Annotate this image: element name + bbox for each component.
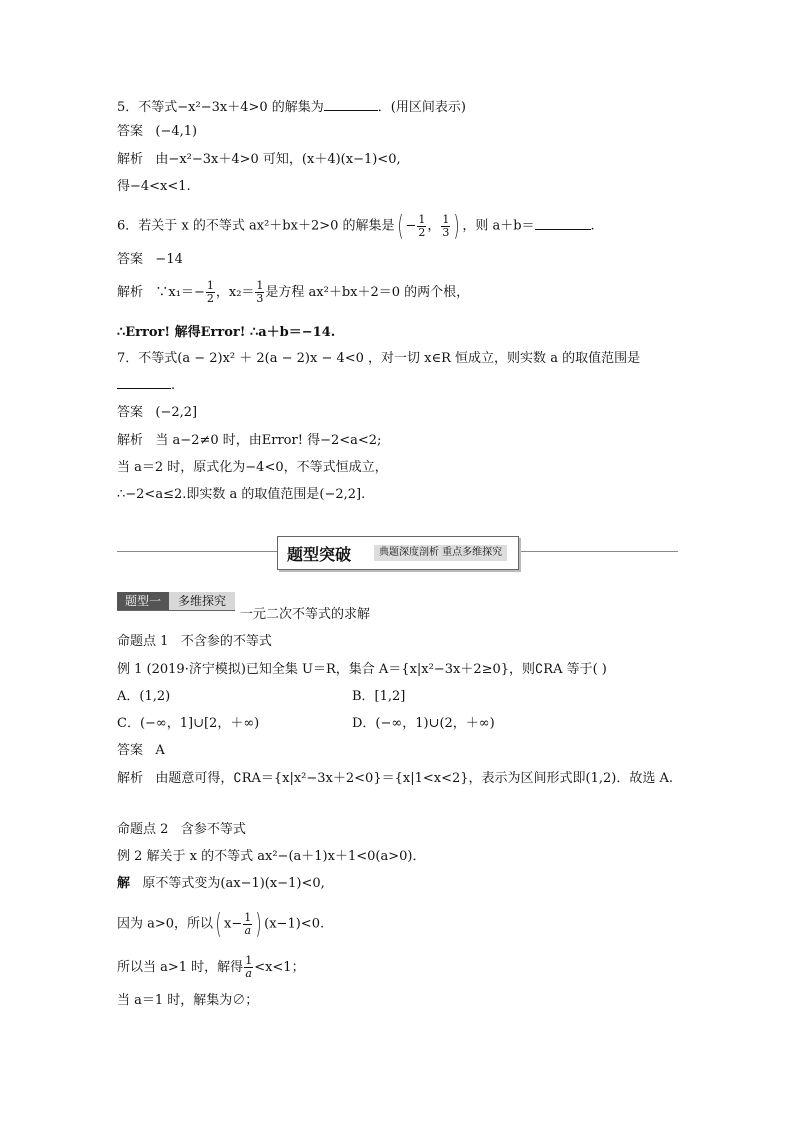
fraction: $\frac{1}{2}$ (206, 279, 214, 305)
ex2-stem: 例 2 解关于 x 的不等式 ax²−(a＋1)x＋1<0(a>0)． (117, 849, 426, 864)
q7-stem-line2: . (117, 376, 175, 395)
ex1-analysis: 解析 由题意可得，∁RA＝{x|x²−3x＋2<0}＝{x|1<x<2}，表示为区间形式即(1,2)．故选 A. (117, 771, 673, 786)
ex2-solution-line2: 因为 a>0，所以( x− $\frac{1}{a}$ ) (x−1)<0. (117, 907, 325, 940)
ex1-option-b: B．[1,2] (352, 689, 406, 704)
fraction: $\frac{1}{3}$ (256, 279, 264, 305)
answer-blank (535, 217, 591, 230)
prop2-heading: 命题点 2 含参不等式 (117, 822, 246, 837)
section-title: 题型突破 (287, 545, 352, 564)
section-divider-right (518, 551, 678, 552)
q7-stem-line1: 7．不等式(a − 2)x² ＋ 2(a − 2)x − 4<0 ，对一切 x∈R 恒成立，则实数 a 的取值范围是 (117, 351, 641, 366)
q5-analysis-line1: 解析 由−x²−3x＋4>0 可知，(x＋4)(x−1)<0, (117, 152, 401, 167)
answer-blank (324, 98, 378, 111)
type-tag-label: 题型一 (117, 592, 169, 610)
fraction: $\frac{1}{a}$ (245, 954, 253, 980)
answer-blank (117, 376, 171, 389)
type-tag-underline (117, 610, 235, 611)
q5-stem: 5．不等式−x²−3x＋4>0 的解集为 ．(用区间表示) (117, 100, 466, 115)
section-subtitle: 典题深度剖析 重点多维探究 (374, 545, 507, 561)
ex1-stem: 例 1 (2019·济宁模拟)已知全集 U＝R，集合 A＝{x|x²−3x＋2≥0}，则∁RA 等于( ) (117, 662, 607, 677)
ex2-solution-line1: 解 原不等式变为(ax−1)(x−1)<0, (117, 876, 325, 891)
ex1-answer: 答案 A (117, 743, 165, 758)
section-divider-left (117, 551, 277, 552)
q5-analysis-line2: 得−4<x<1. (117, 179, 191, 194)
section-header (277, 536, 519, 570)
ex2-solution-line3: 所以当 a>1 时，解得 $\frac{1}{a}$ <x<1； (117, 954, 305, 980)
ex1-option-a: A．(1,2) (117, 689, 171, 704)
ex1-option-c: C．(−∞，1]∪[2，＋∞) (117, 716, 260, 731)
q6-stem: 6．若关于 x 的不等式 ax²＋bx＋2>0 的解集是( − $\frac{1}{2}$ ， $\frac{1}{3}$ ) ，则 a＋b＝ . (117, 209, 595, 242)
fraction: $\frac{1}{a}$ (244, 910, 252, 937)
q6-analysis-line2: ∴Error! 解得Error! ∴a＋b＝−14. (117, 325, 336, 340)
q5-answer: 答案 (−4,1) (117, 124, 198, 139)
q7-answer: 答案 (−2,2] (117, 405, 198, 420)
ex2-solution-line4: 当 a＝1 时，解集为∅； (117, 993, 259, 1008)
q6-analysis-line1: 解析 ∵x₁＝− $\frac{1}{2}$ ，x₂＝ $\frac{1}{3}$ 是方程 ax²＋bx＋2＝0 的两个根， (117, 279, 470, 305)
ex1-option-d: D．(−∞，1)∪(2，＋∞) (352, 716, 495, 731)
q7-analysis-line2: 当 a＝2 时，原式化为−4<0，不等式恒成立， (117, 460, 388, 475)
fraction: $\frac{1}{3}$ (442, 212, 450, 239)
prop1-heading: 命题点 1 不含参的不等式 (117, 634, 272, 649)
q7-analysis-line1: 解析 当 a−2≠0 时，由Error! 得−2<a<2; (117, 433, 382, 448)
type-tag-desc: 多维探究 (169, 592, 235, 610)
fraction: $\frac{1}{2}$ (418, 212, 426, 239)
type-title: 一元二次不等式的求解 (240, 607, 371, 622)
q7-analysis-line3: ∴−2<a≤2.即实数 a 的取值范围是(−2,2]. (117, 487, 366, 502)
q6-answer: 答案 −14 (117, 252, 183, 267)
